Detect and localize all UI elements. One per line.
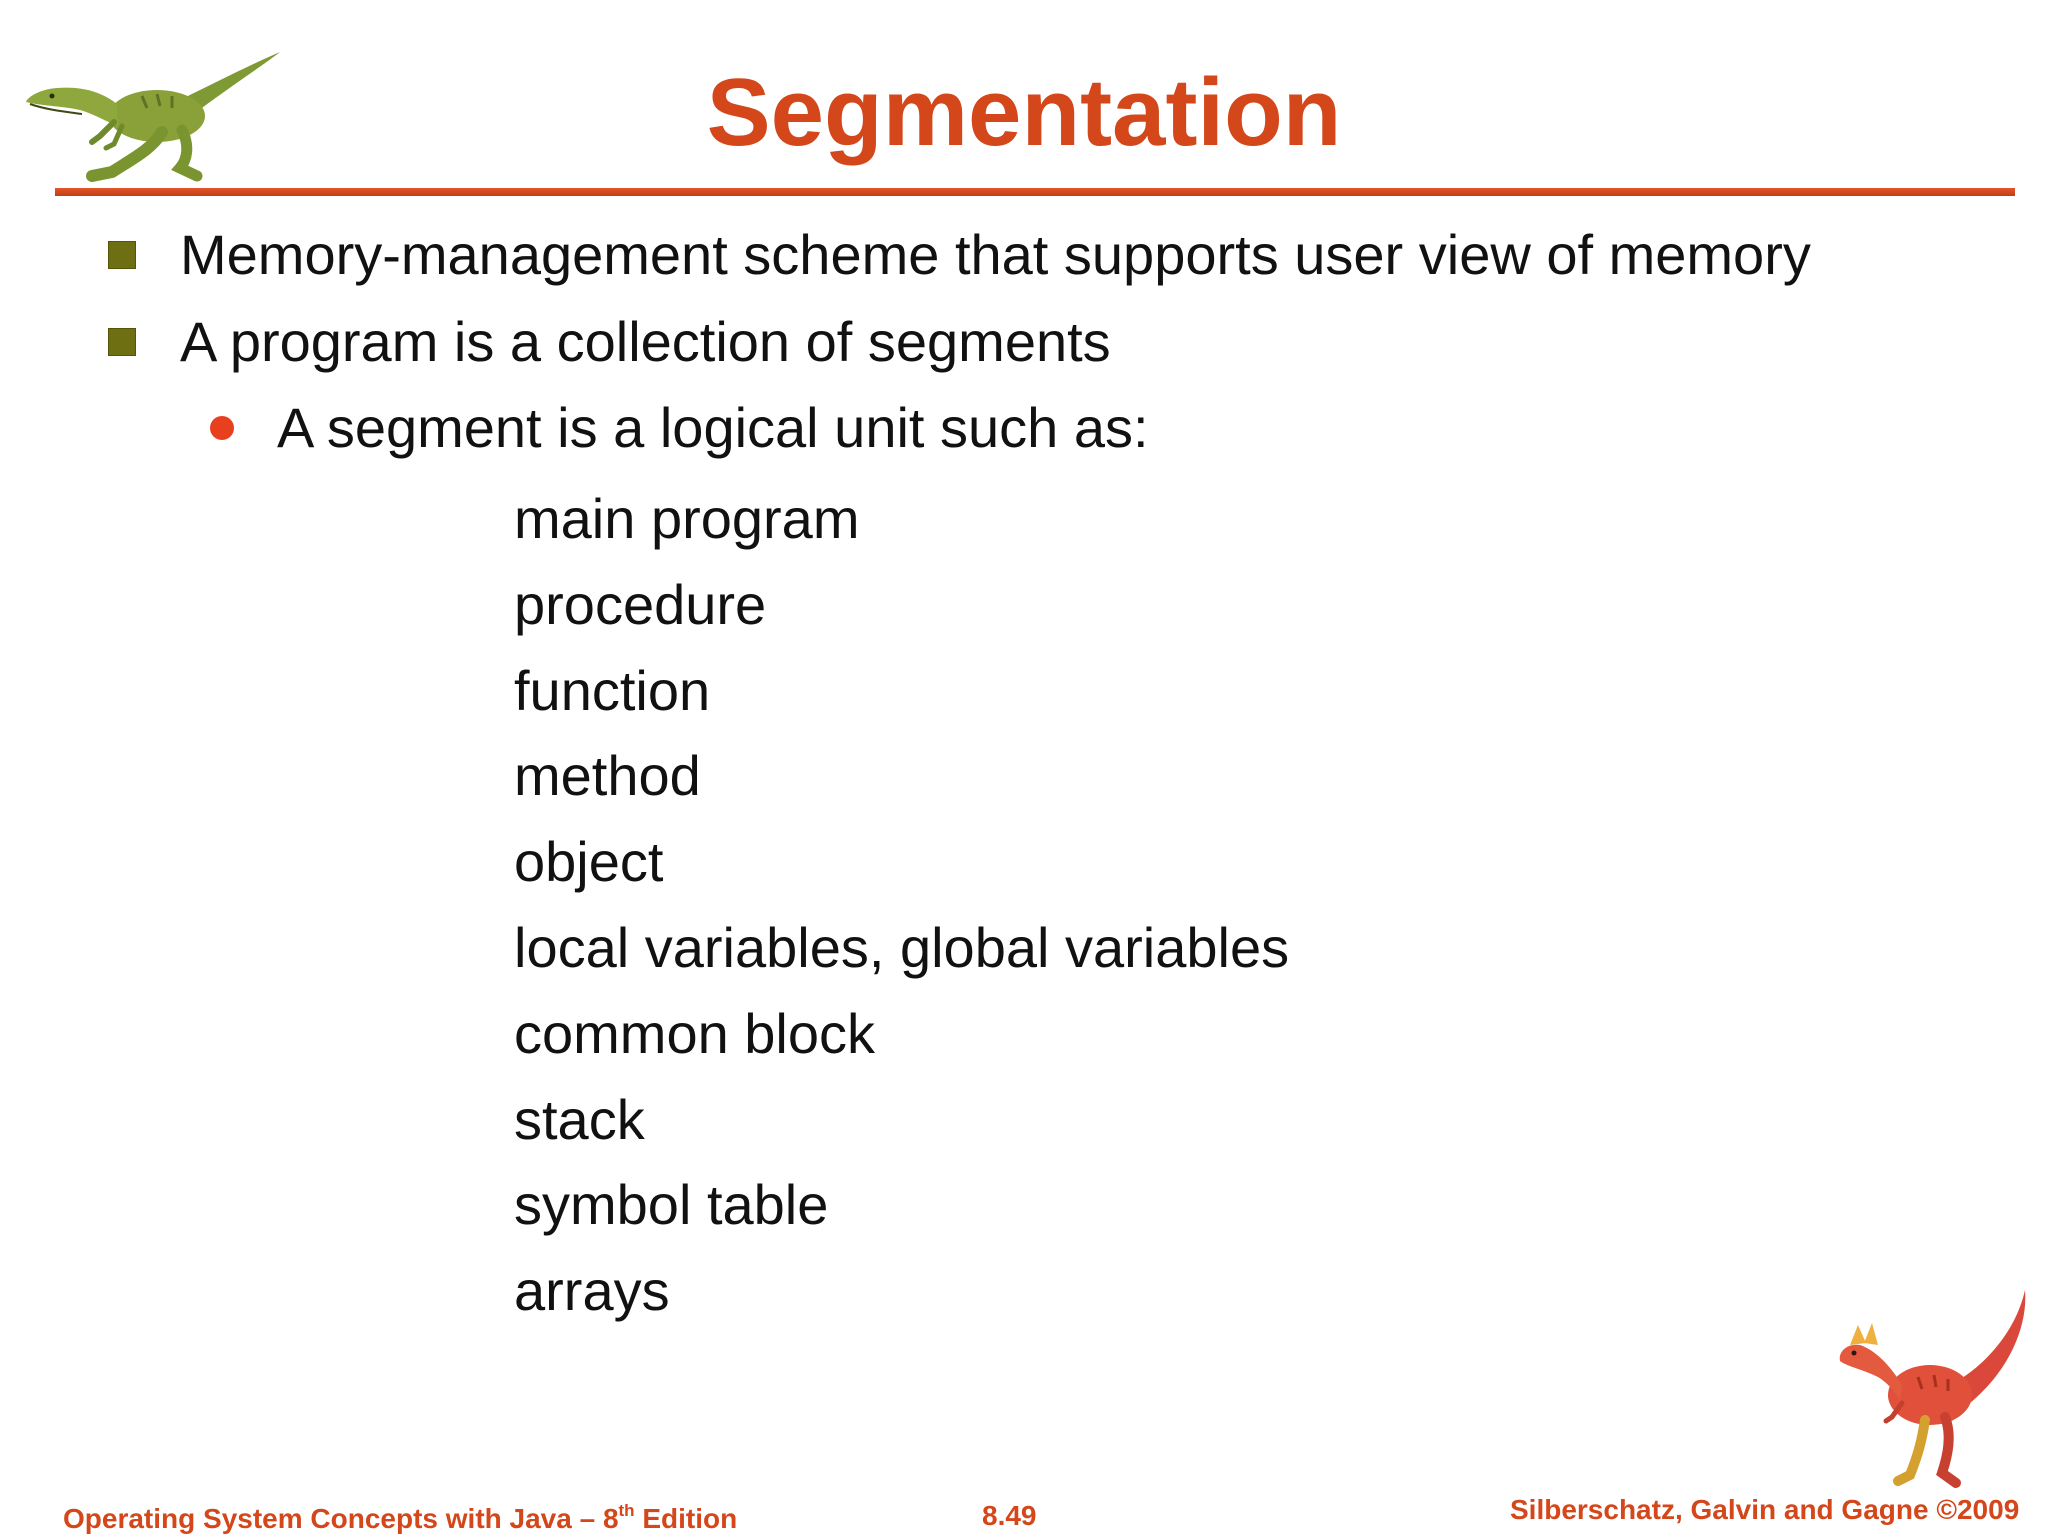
- footer-book-title: [63, 1503, 737, 1535]
- segment-type-item: symbol table: [514, 1173, 829, 1237]
- bullet-text: Memory-management scheme that supports user view of memory: [180, 223, 1811, 286]
- sub-bullet-item: [210, 396, 1149, 460]
- footer-book-title-edition: Edition: [634, 1503, 738, 1534]
- footer-superscript: th: [618, 1501, 635, 1520]
- sub-bullet-text: A segment is a logical unit such as:: [277, 396, 1149, 459]
- segment-type-item: common block: [514, 1001, 876, 1065]
- segment-type-item: method: [514, 744, 701, 808]
- segment-type-list: [514, 476, 1289, 1334]
- bullet-item: [108, 223, 1811, 287]
- footer-page-number: 8.49: [982, 1500, 1037, 1531]
- segment-type-item: object: [514, 830, 664, 894]
- segment-type-item: stack: [514, 1087, 645, 1151]
- footer-authors: Silberschatz, Galvin and Gagne ©2009: [1510, 1494, 2020, 1525]
- title-divider: [55, 188, 2015, 196]
- segment-type-item: local variables, global variables: [514, 915, 1290, 979]
- bullet-text: A program is a collection of segments: [180, 310, 1111, 373]
- segment-type-item: function: [514, 658, 711, 722]
- bullet-item: [108, 310, 1111, 374]
- segment-type-item: procedure: [514, 572, 767, 636]
- red-dinosaur-logo: [1830, 1285, 2030, 1490]
- slide-title: Segmentation: [706, 59, 1342, 166]
- square-bullet-icon: [108, 328, 136, 356]
- square-bullet-icon: [108, 241, 136, 269]
- round-bullet-icon: [210, 416, 234, 440]
- footer-book-title-main: Operating System Concepts with Java – 8: [63, 1503, 619, 1534]
- segment-type-item: arrays: [514, 1259, 670, 1323]
- segment-type-item: main program: [514, 487, 860, 550]
